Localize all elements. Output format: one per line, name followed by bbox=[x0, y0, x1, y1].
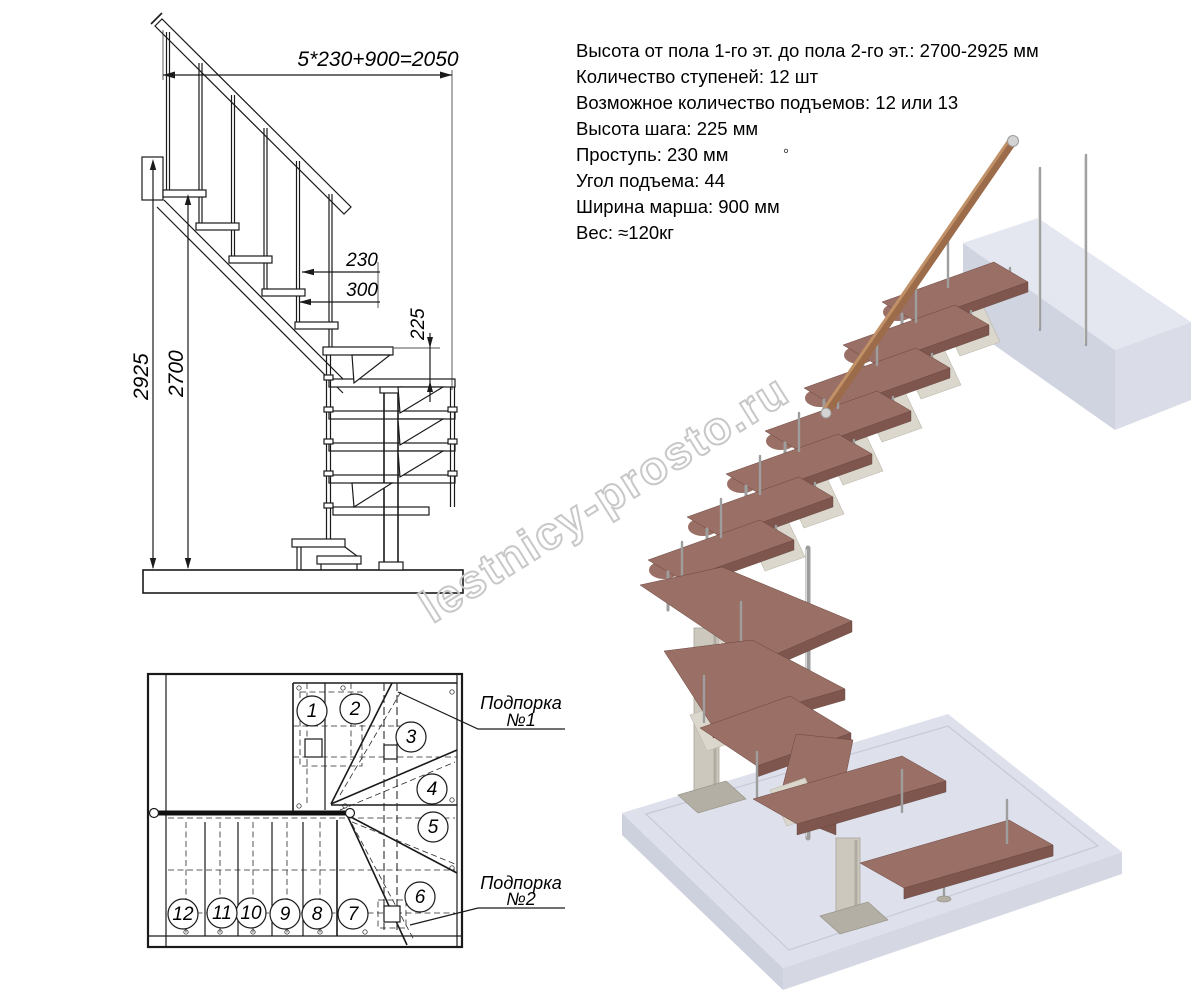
elevation-handrail bbox=[151, 13, 351, 214]
floor-base bbox=[143, 570, 463, 593]
winder-stack bbox=[323, 347, 457, 570]
step-number: 1 bbox=[306, 701, 318, 722]
spec-line-step-count: Количество ступеней: 12 шт bbox=[576, 66, 819, 87]
dim-rise: 225 bbox=[408, 308, 429, 340]
spec-line-rise-height: Высота шага: 225 мм bbox=[576, 118, 759, 139]
spec-line-weight: Вес: ≈120кг bbox=[576, 222, 675, 243]
spec-line-height-range: Высота от пола 1-го эт. до пола 2-го эт.: 2700-2925 мм bbox=[576, 40, 1039, 61]
dim-total-run: 5*230+900=2050 bbox=[297, 48, 459, 71]
support-1-label: Подпорка bbox=[480, 693, 562, 713]
step-number: 12 bbox=[172, 904, 194, 925]
support-post-1b-plan bbox=[384, 745, 397, 759]
support-post-2-plan bbox=[384, 906, 400, 922]
dim-clear-height: 2700 bbox=[165, 350, 188, 397]
support-1-callout bbox=[398, 692, 565, 730]
upper-landing-slab bbox=[963, 218, 1191, 430]
stray-degree-mark: ° bbox=[783, 146, 789, 163]
support-2-label: Подпорка bbox=[480, 873, 562, 893]
dim-total-height: 2925 bbox=[130, 353, 153, 400]
spec-line-tread-depth: Проступь: 230 мм bbox=[576, 144, 729, 165]
support-1-number: №1 bbox=[506, 710, 536, 730]
step-number: 2 bbox=[349, 699, 361, 720]
elevation-dimensions bbox=[130, 30, 459, 569]
step-number: 7 bbox=[347, 904, 359, 925]
step-number: 10 bbox=[240, 903, 262, 924]
dim-tread-depth: 230 bbox=[346, 250, 378, 271]
spec-text-block bbox=[576, 38, 1136, 246]
handrail-end-cap bbox=[821, 408, 831, 418]
dim-step-run: 300 bbox=[346, 280, 378, 301]
watermark: lestnicy-prosto.ru bbox=[410, 363, 798, 633]
plan-view bbox=[148, 674, 565, 947]
upper-flight-treads bbox=[648, 262, 1028, 610]
support-2-number: №2 bbox=[506, 889, 536, 909]
step-number: 11 bbox=[212, 903, 232, 924]
plan-handrail-bar bbox=[150, 809, 355, 818]
step-number: 3 bbox=[405, 727, 417, 748]
step-number: 9 bbox=[279, 904, 291, 925]
spec-line-angle: Угол подъема: 44 bbox=[576, 170, 726, 191]
render-3d-view bbox=[622, 136, 1191, 991]
elevation-bottom-steps bbox=[292, 539, 361, 570]
elevation-treads bbox=[163, 190, 338, 329]
spec-line-width: Ширина марша: 900 мм bbox=[576, 196, 780, 217]
step-number: 6 bbox=[414, 887, 426, 908]
elevation-view bbox=[130, 13, 463, 593]
step-number: 8 bbox=[311, 904, 323, 925]
step-number: 5 bbox=[427, 817, 439, 838]
step-number: 4 bbox=[426, 779, 438, 800]
support-post-1-plan bbox=[305, 739, 322, 757]
spec-line-rise-count: Возможное количество подъемов: 12 или 13 bbox=[576, 92, 959, 113]
